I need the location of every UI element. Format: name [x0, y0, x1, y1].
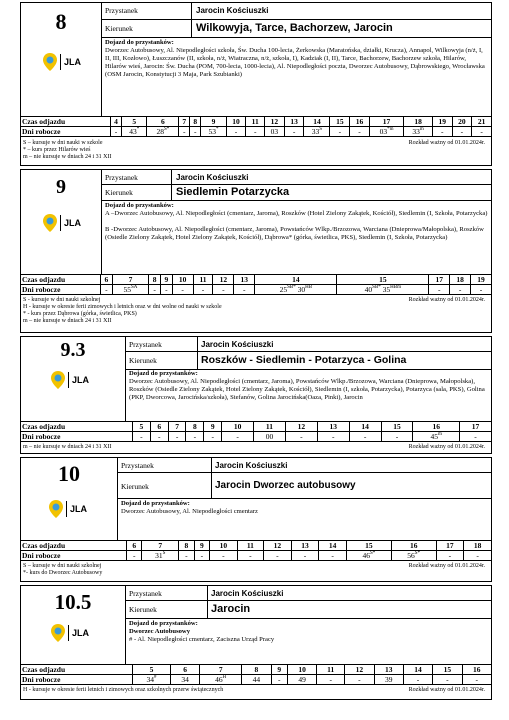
hour-cell: 9: [204, 422, 222, 432]
hour-cell: 17: [429, 275, 450, 285]
hour-cell: 14: [403, 665, 432, 675]
stop-name: Jarocin Kościuszki: [215, 461, 288, 470]
hour-cell: 18: [450, 275, 471, 285]
direction-label: Kierunek: [121, 482, 149, 491]
minute-cell: -: [264, 551, 292, 561]
access-route-a: A –Dworzec Autobusowy, Al. Niepodległości (cmentarz, Jaroma), Roszków (Hotel Zielony Zakątek, Kościół), Siedlemin (I, Szkoła, Potarzycka): [105, 210, 488, 217]
minute-cell: -: [193, 285, 213, 295]
hour-cell: 12: [264, 541, 292, 551]
map-pin-icon: [51, 371, 65, 389]
minute-cell: -: [350, 127, 370, 137]
minute-cell: 43*: [121, 127, 146, 137]
line-number: 8: [55, 9, 67, 34]
hour-cell: 5: [133, 665, 171, 675]
logo-text: JLA: [72, 375, 90, 385]
hour-cell: 11: [317, 665, 345, 675]
hour-cell: 7: [168, 422, 186, 432]
hour-cell: 10: [287, 665, 316, 675]
line-number: 10: [58, 461, 80, 486]
validity-note: Rozkład ważny od 01.01.2024r.: [408, 444, 485, 450]
minute-cell: -: [226, 127, 246, 137]
validity-note: Rozkład ważny od 01.01.2024r.: [408, 140, 485, 146]
timetable-card-line-9-3: [20, 336, 492, 454]
access-text: Dworzec Autobusowy, Al. Niepodległości (cmentarz, Jaroma), Powstańców Wlkp./Brzozowa, Warciana (Dnieprowa, Małopolska), Roszków (Osiedle Zielony Zakątek, Hotel Zielony Zakątek, Kościół), Siedlemin (I, szkoła, Potarzycka), Potarzyca (sala, PKS), Golina (PKP, Dworcowa, Jarocińska/szkoła), Stefanów, Golina Jarocińska(Oaza, Pinki), Jarocin: [129, 378, 485, 401]
jla-logo: [43, 214, 81, 232]
minute-cell: -: [349, 432, 381, 442]
minute-cell: $25^{SB*}$ $30^{HB}$: [255, 285, 337, 295]
minute-cell: $56^{S*}$: [391, 551, 436, 561]
minute-cell: -: [237, 551, 263, 561]
hour-cell: 14: [349, 422, 381, 432]
minute-cell: 03: [265, 127, 285, 137]
minute-cell: 34#: [133, 675, 171, 685]
stop-name: Jarocin Kościuszki: [201, 340, 274, 349]
hour-cell: 10: [222, 422, 254, 432]
hour-cell: 9: [271, 665, 287, 675]
map-pin-icon: [43, 53, 57, 71]
minute-cell: -: [160, 285, 172, 295]
footnotes: S – kursuje w dni nauki szkolnej *- kurs do Dworzec Autobusowy: [23, 563, 103, 576]
minute-cell: -: [471, 285, 492, 295]
jla-logo: [43, 53, 81, 71]
minute-cell: -: [204, 432, 222, 442]
minute-cell: -: [101, 285, 113, 295]
minute-cell: -: [317, 675, 345, 685]
minute-cell: 53*: [201, 127, 226, 137]
hour-cell: 17: [369, 117, 403, 127]
minute-cell: -: [194, 551, 209, 561]
hour-cell: 16: [413, 422, 460, 432]
hour-cell: 19: [432, 117, 452, 127]
minute-cell: -: [429, 285, 450, 295]
stop-name: Jarocin Kościuszki: [196, 6, 269, 15]
hour-cell: 14: [255, 275, 337, 285]
days-label: Dni robocze: [21, 551, 127, 561]
logo-text: JLA: [72, 628, 90, 638]
minute-cell: -: [133, 432, 151, 442]
minute-cell: -: [179, 127, 190, 137]
hour-cell: 4: [111, 117, 122, 127]
hour-cell: 7: [112, 275, 149, 285]
minute-cell: -: [150, 432, 168, 442]
hour-cell: 11: [193, 275, 213, 285]
hour-cell: 6: [127, 541, 142, 551]
stop-name: Jarocin Kościuszki: [211, 589, 284, 598]
minute-cell: $46^H$: [200, 675, 242, 685]
minute-cell: -: [433, 675, 462, 685]
hour-cell: 16: [462, 665, 491, 675]
minute-cell: -: [472, 127, 492, 137]
hour-cell: 7: [142, 541, 179, 551]
minute-cell: -: [464, 551, 492, 561]
access-line-1: Dworzec Autobusowy: [129, 628, 190, 635]
minute-cell: -: [285, 432, 317, 442]
departure-label: Czas odjazdu: [21, 117, 111, 127]
hour-cell: 12: [345, 665, 374, 675]
hour-cell: 7: [179, 117, 190, 127]
line-number: 9.3: [60, 339, 86, 361]
direction-name: Siedlemin Potarzycka: [176, 186, 290, 198]
minute-cell: -: [436, 551, 464, 561]
hour-cell: 15: [381, 422, 413, 432]
schedule-table: [20, 116, 492, 137]
days-label: Dni robocze: [21, 285, 101, 295]
minute-cell: 39: [374, 675, 403, 685]
minute-cell: -: [179, 551, 194, 561]
minute-cell: 33$^m$: [404, 127, 433, 137]
minute-cell: 49: [287, 675, 316, 685]
hour-cell: 13: [284, 117, 304, 127]
hour-cell: 9: [201, 117, 226, 127]
minute-cell: $31^S$: [142, 551, 179, 561]
access-line-2: # - Al. Niepodległości cmentarz, Zaciszna Urząd Pracy: [129, 636, 275, 643]
hour-cell: 18: [464, 541, 492, 551]
minute-cell: 44: [242, 675, 271, 685]
timetable-card-line-10: [20, 457, 492, 582]
minute-cell: -: [403, 675, 432, 685]
jla-logo: [51, 624, 89, 642]
direction-label: Kierunek: [105, 24, 133, 33]
hour-cell: 8: [190, 117, 201, 127]
minute-cell: -: [127, 551, 142, 561]
minute-cell: -: [222, 432, 254, 442]
jla-logo: [49, 500, 87, 518]
schedule-table: [20, 421, 492, 442]
minute-cell: $28^{S*}$: [147, 127, 179, 137]
direction-name: Roszków - Siedlemin - Potarzyca - Golina: [201, 354, 407, 366]
hour-cell: 6: [147, 117, 179, 127]
hour-cell: 21: [472, 117, 492, 127]
stop-label: Przystanek: [129, 589, 162, 598]
departure-label: Czas odjazdu: [21, 541, 127, 551]
direction-name: Wilkowyja, Tarce, Bachorzew, Jarocin: [196, 22, 393, 34]
minute-cell: -: [459, 432, 491, 442]
hour-cell: 8: [149, 275, 161, 285]
hour-cell: 15: [433, 665, 462, 675]
access-info: Dojazd do przystanków: Dworzec Autobusowy, Al. Niepodległości (cmentarz, Jaroma), Powstańców Wlkp./Brzozowa, Warciana (Dnieprowa, Małopolska), Roszków (Osiedle Zielony Zakątek, Hotel Zielony Zakątek, Kościół), Siedlemin (I, szkoła, Potarzycka), Potarzyca (sala, PKS), Golina (PKP, Dworcowa, Jarocińska/szkoła), Stefanów, Golina Jarocińska(Oaza, Pinki), Jarocin: [129, 370, 485, 401]
footnotes: m – nie kursuje w dniach 24 i 31 XII: [23, 444, 112, 450]
access-text: Dworzec Autobusowy, Al. Niepodległości cmentarz: [121, 508, 258, 515]
stop-label: Przystanek: [129, 340, 162, 349]
footnotes: S – kursuje w dni nauki w szkole * – kurs przez Hilarów wieś m – nie kursuje w dniach 24 i 31 XII: [23, 140, 112, 160]
logo-text: JLA: [70, 504, 88, 514]
stop-label: Przystanek: [105, 173, 138, 182]
minute-cell: -: [381, 432, 413, 442]
hour-cell: 16: [350, 117, 370, 127]
minute-cell: -: [190, 127, 201, 137]
stop-label: Przystanek: [105, 6, 138, 15]
hour-cell: 10: [226, 117, 246, 127]
hour-cell: 7: [200, 665, 242, 675]
hour-cell: 18: [404, 117, 433, 127]
minute-cell: -: [271, 675, 287, 685]
hour-cell: 15: [337, 275, 429, 285]
days-label: Dni robocze: [21, 432, 133, 442]
minute-cell: $46^{S*}$: [346, 551, 391, 561]
access-info: Dojazd do przystanków: A –Dworzec Autobusowy, Al. Niepodległości (cmentarz, Jaroma), Roszków (Hotel Zielony Zakątek, Kościół), Siedlemin (I, Szkoła, Potarzycka) B -Dworzec Autobusowy, Al. Niepodległości (cmentarz, Jaroma), Powstańców Wlkp./Brzozowa, Warciana (Dnieprowa/Małopolska), Roszków (Osiedle Zielony Zakątek, Hotel Zielony Zakątek, Kościół), Dąbrowa* (górka, świetlica, PKS), Siedlemin (I, Szkoła, Potarzycka): [105, 202, 488, 241]
days-label: Dni robocze: [21, 127, 111, 137]
minute-cell: $55^{SA}$: [112, 285, 149, 295]
minute-cell: $33^S$: [304, 127, 330, 137]
minute-cell: -: [450, 285, 471, 295]
hour-cell: 12: [285, 422, 317, 432]
minute-cell: -: [234, 285, 255, 295]
minute-cell: -: [111, 127, 122, 137]
minute-cell: 45$^m$: [413, 432, 460, 442]
timetable-card-line-9: [20, 169, 492, 333]
minute-cell: -: [291, 551, 319, 561]
hour-cell: 5: [133, 422, 151, 432]
minute-cell: 00: [254, 432, 286, 442]
minute-cell: 34: [170, 675, 199, 685]
hour-cell: 5: [121, 117, 146, 127]
minute-cell: -: [149, 285, 161, 295]
hour-cell: 11: [237, 541, 263, 551]
minute-cell: $40^{SB*}$ $35^{HBm}$: [337, 285, 429, 295]
hour-cell: 11: [246, 117, 265, 127]
minute-cell: -: [168, 432, 186, 442]
departure-label: Czas odjazdu: [21, 275, 101, 285]
hour-cell: 6: [150, 422, 168, 432]
line-number: 9: [56, 176, 66, 198]
line-number: 10.5: [54, 590, 92, 614]
hour-cell: 15: [330, 117, 350, 127]
map-pin-icon: [51, 624, 65, 642]
minute-cell: -: [172, 285, 193, 295]
logo-text: JLA: [64, 218, 82, 228]
hour-cell: 13: [234, 275, 255, 285]
minute-cell: -: [210, 551, 238, 561]
minute-cell: -: [186, 432, 204, 442]
access-text: Dworzec Autobusowy, Al. Niepodległości szkoła, Św. Ducha 100-lecia, Żerkowska (Maratońska, działki, Krucza), Annapol, Wilkowyja (n/ż, I, II, III, Kozłowo), Łuszczanów (II, szkoła, n/ż, Wiatraczna, n/ż, szkoła, I), Kadziak (I, II), Tarce, Bachorzew, Bachorzew szkoła, Hilarów, Hilarów wieś, Jarocin: Św. Ducha (POM, 700-lecia, 1000-lecia), Al. Niepodległości poczta, Dworzec Autobusowy, Dąbrowskiego, Wrocławska (OSM Jarocin, Konstytucji 3 Maja, Park Szubianki): [105, 47, 485, 78]
schedule-table: [20, 540, 492, 561]
minute-cell: -: [345, 675, 374, 685]
hour-cell: 6: [170, 665, 199, 675]
hour-cell: 12: [213, 275, 234, 285]
hour-cell: 12: [265, 117, 285, 127]
footnotes: H - kursuje w okresie ferii letnich i zimowych oraz szkolnych przerw świątecznych: [23, 687, 224, 693]
hour-cell: 15: [346, 541, 391, 551]
minute-cell: -: [284, 127, 304, 137]
hour-cell: 17: [459, 422, 491, 432]
access-route-b: B -Dworzec Autobusowy, Al. Niepodległości (cmentarz, Jaroma), Powstańców Wlkp./Brzozowa, Warciana (Dnieprowa/Małopolska), Roszków (Osiedle Zielony Zakątek, Hotel Zielony Zakątek, Kościół), Dąbrowa* (górka, świetlica, PKS), Siedlemin (I, Szkoła, Potarzycka): [105, 226, 484, 241]
hour-cell: 8: [179, 541, 194, 551]
hour-cell: 14: [319, 541, 347, 551]
hour-cell: 10: [210, 541, 238, 551]
minute-cell: -: [452, 127, 472, 137]
footnotes: S - kursuje w dni nauki szkolnej H - kursuje w okresie ferii zimowych i letnich oraz w dni wolne od nauki w szkole * - kurs przez Dąbrowa (górka, świetlica, PKS) m – nie kursuje w dniach 24 i 31 XII: [23, 297, 222, 324]
hour-cell: 13: [317, 422, 349, 432]
validity-note: Rozkład ważny od 01.01.2024r.: [408, 297, 485, 303]
minute-cell: -: [246, 127, 265, 137]
validity-note: Rozkład ważny od 01.01.2024r.: [408, 687, 485, 693]
hour-cell: 8: [242, 665, 271, 675]
map-pin-icon: [43, 214, 57, 232]
jla-logo: [51, 371, 89, 389]
hour-cell: 17: [436, 541, 464, 551]
hour-cell: 9: [160, 275, 172, 285]
access-info: Dojazd do przystanków: Dworzec Autobusowy, Al. Niepodległości cmentarz: [121, 500, 258, 515]
timetable-card-line-10-5: [20, 585, 492, 700]
hour-cell: 19: [471, 275, 492, 285]
access-info: Dojazd do przystanków: Dworzec Autobusowy # - Al. Niepodległości cmentarz, Zaciszna Urząd Pracy: [129, 620, 275, 643]
hour-cell: 11: [254, 422, 286, 432]
direction-label: Kierunek: [129, 605, 157, 614]
hour-cell: 13: [374, 665, 403, 675]
map-pin-icon: [49, 500, 63, 518]
hour-cell: 10: [172, 275, 193, 285]
schedule-table: [20, 274, 492, 295]
minute-cell: -: [317, 432, 349, 442]
minute-cell: -: [330, 127, 350, 137]
minute-cell: 03$^{*m}$: [369, 127, 403, 137]
departure-label: Czas odjazdu: [21, 422, 133, 432]
minute-cell: -: [319, 551, 347, 561]
minute-cell: -: [432, 127, 452, 137]
hour-cell: 9: [194, 541, 209, 551]
hour-cell: 14: [304, 117, 330, 127]
stop-label: Przystanek: [121, 461, 154, 470]
logo-text: JLA: [64, 57, 82, 67]
direction-label: Kierunek: [105, 188, 133, 197]
direction-name: Jarocin Dworzec autobusowy: [215, 480, 356, 491]
hour-cell: 16: [391, 541, 436, 551]
stop-name: Jarocin Kościuszki: [176, 173, 249, 182]
timetable-card-line-8: [20, 2, 492, 166]
hour-cell: 20: [452, 117, 472, 127]
hour-cell: 13: [291, 541, 319, 551]
minute-cell: -: [213, 285, 234, 295]
schedule-table: [20, 664, 492, 685]
minute-cell: -: [462, 675, 491, 685]
days-label: Dni robocze: [21, 675, 133, 685]
validity-note: Rozkład ważny od 01.01.2024r.: [408, 563, 485, 569]
direction-label: Kierunek: [129, 356, 157, 365]
hour-cell: 6: [101, 275, 113, 285]
departure-label: Czas odjazdu: [21, 665, 133, 675]
hour-cell: 8: [186, 422, 204, 432]
direction-name: Jarocin: [211, 603, 251, 615]
access-info: Dojazd do przystanków: Dworzec Autobusowy, Al. Niepodległości szkoła, Św. Ducha 100-lecia, Żerkowska (Maratońska, działki, Krucza), Annapol, Wilkowyja (n/ż, I, II, III, Kozłowo), Łuszczanów (II, szkoła, n/ż, Wiatraczna, n/ż, szkoła, I), Kadziak (I, II), Tarce, Bachorzew, Bachorzew szkoła, Hilarów, Hilarów wieś, Jarocin: Św. Ducha (POM, 700-lecia, 1000-lecia), Al. Niepodległości poczta, Dworzec Autobusowy, Dąbrowskiego, Wrocławska (OSM Jarocin, Konstytucji 3 Maja, Park Szubianki): [105, 39, 485, 78]
